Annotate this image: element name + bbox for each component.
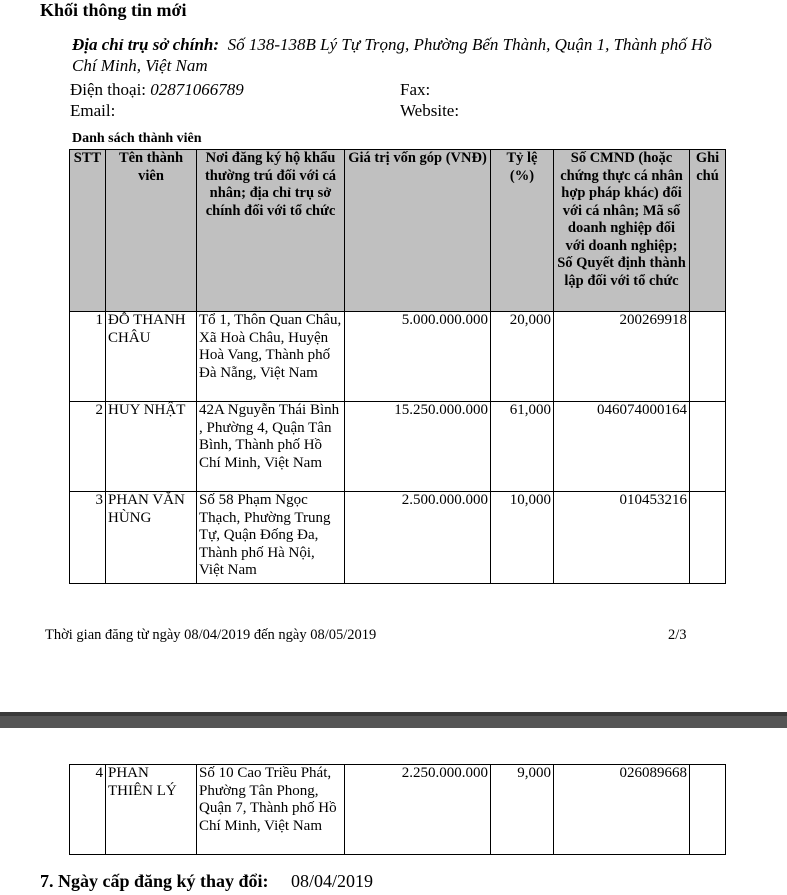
row-ratio: 9,000 (491, 765, 554, 855)
row-capital: 5.000.000.000 (345, 312, 491, 402)
row-capital: 15.250.000.000 (345, 402, 491, 492)
row-ratio: 61,000 (491, 402, 554, 492)
row-stt: 1 (70, 312, 106, 402)
row-name: PHAN VĂN HÙNG (106, 492, 197, 584)
block-title: Khối thông tin mới (40, 0, 187, 20)
row-note (690, 402, 726, 492)
row-id: 046074000164 (554, 402, 690, 492)
row-name: PHAN THIÊN LÝ (106, 765, 197, 855)
row-id: 026089668 (554, 765, 690, 855)
row-id: 200269918 (554, 312, 690, 402)
header-name: Tên thành viên (106, 150, 197, 312)
fax-label: Fax: (400, 80, 431, 99)
row-stt: 4 (70, 765, 106, 855)
header-id: Số CMND (hoặc chứng thực cá nhân hợp pháp khác) đối với cá nhân; Mã số doanh nghiệp đối với doanh nghiệp; Số Quyết định thành lập đối với tổ chức (554, 150, 690, 312)
row-address: Số 58 Phạm Ngọc Thạch, Phường Trung Tự, Quận Đống Đa, Thành phố Hà Nội, Việt Nam (197, 492, 345, 584)
row-capital: 2.500.000.000 (345, 492, 491, 584)
table-row (70, 312, 726, 402)
address-value: Số 138-138B Lý Tự Trọng, Phường Bến Thành, Quận 1, Thành phố Hồ Chí Minh, Việt Nam (72, 35, 712, 75)
header-note: Ghi chú (690, 150, 726, 312)
table-row (70, 765, 726, 855)
row-note (690, 765, 726, 855)
phone-value: 02871066789 (150, 80, 244, 99)
website-label: Website: (400, 101, 460, 120)
posting-period: Thời gian đăng từ ngày 08/04/2019 đến ngày 08/05/2019 (45, 627, 377, 643)
change-date-value: 08/04/2019 (291, 871, 374, 891)
row-address: Tổ 1, Thôn Quan Châu, Xã Hoà Châu, Huyện Hoà Vang, Thành phố Đà Nẵng, Việt Nam (197, 312, 345, 402)
page-number: 2/3 (668, 627, 687, 643)
phone-row (70, 79, 244, 100)
header-capital: Giá trị vốn góp (VNĐ) (345, 150, 491, 312)
row-ratio: 20,000 (491, 312, 554, 402)
head-office-address (72, 34, 732, 76)
page-separator-shadow (0, 712, 787, 716)
header-stt: STT (70, 150, 106, 312)
address-label: Địa chỉ trụ sở chính: (72, 35, 220, 54)
header-address: Nơi đăng ký hộ khẩu thường trú đối với cá nhân; địa chỉ trụ sở chính đối với tổ chức (197, 150, 345, 312)
row-address: Số 10 Cao Triều Phát, Phường Tân Phong, Quận 7, Thành phố Hồ Chí Minh, Việt Nam (197, 765, 345, 855)
phone-label: Điện thoại: (70, 80, 147, 99)
row-name: HUY NHẬT (106, 402, 197, 492)
members-section-title: Danh sách thành viên (72, 131, 202, 146)
row-address: 42A Nguyễn Thái Bình , Phường 4, Quận Tân Bình, Thành phố Hồ Chí Minh, Việt Nam (197, 402, 345, 492)
members-table-continued (69, 764, 726, 855)
row-id: 010453216 (554, 492, 690, 584)
row-note (690, 492, 726, 584)
header-ratio: Tỷ lệ (%) (491, 150, 554, 312)
change-registration-date (40, 871, 373, 892)
row-stt: 3 (70, 492, 106, 584)
change-date-label: 7. Ngày cấp đăng ký thay đổi: (40, 871, 269, 891)
row-capital: 2.250.000.000 (345, 765, 491, 855)
table-row (70, 402, 726, 492)
row-stt: 2 (70, 402, 106, 492)
table-row (70, 492, 726, 584)
table-header-row (70, 150, 726, 312)
row-note (690, 312, 726, 402)
email-label: Email: (70, 101, 116, 120)
row-name: ĐỖ THANH CHÂU (106, 312, 197, 402)
members-table (69, 149, 726, 584)
row-ratio: 10,000 (491, 492, 554, 584)
